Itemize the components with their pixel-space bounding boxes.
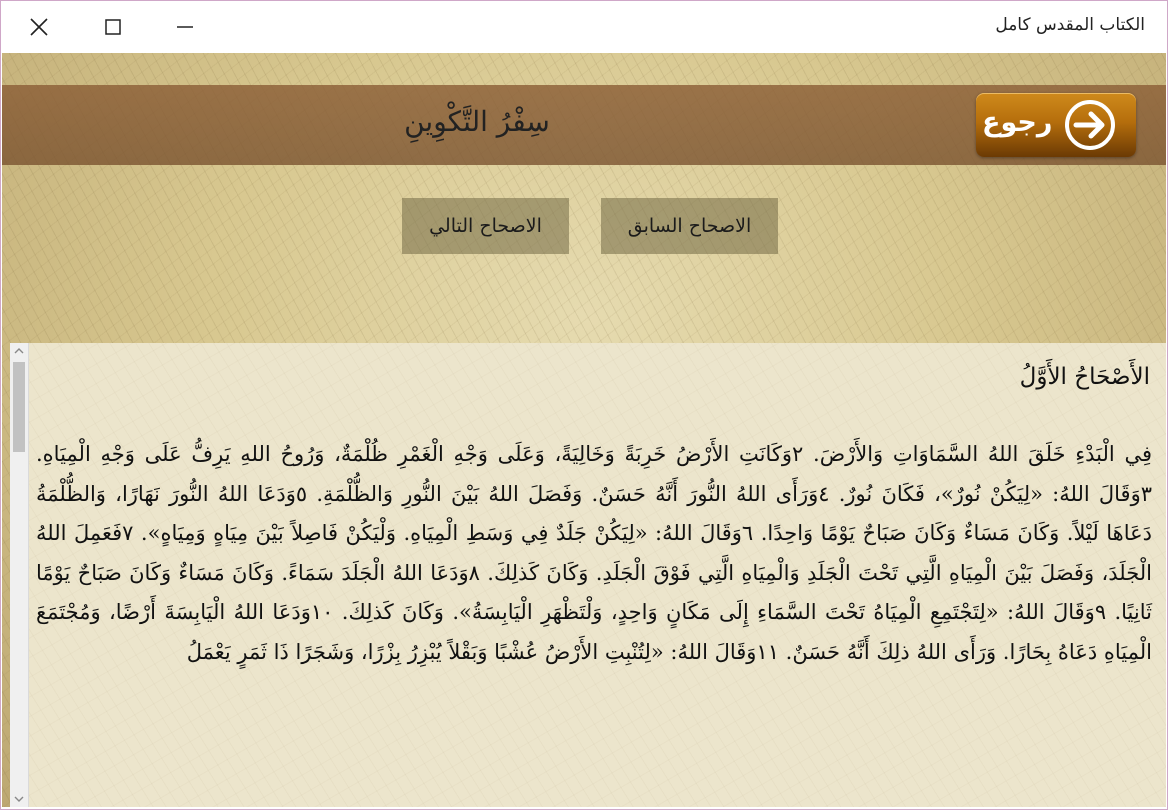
back-button[interactable] — [976, 93, 1136, 157]
title-bar — [1, 1, 1167, 53]
next-chapter-button[interactable]: الاصحاح التالي — [402, 198, 569, 254]
maximize-window-button[interactable] — [77, 1, 149, 53]
chapter-heading: الأَصْحَاحُ الأَوَّلُ — [1019, 364, 1150, 390]
minimize-window-button[interactable] — [149, 1, 221, 53]
scroll-up-button[interactable] — [10, 343, 28, 359]
close-icon — [29, 17, 49, 37]
previous-chapter-button[interactable]: الاصحاح السابق — [601, 198, 778, 254]
book-title: سِفْرُ التَّكْوِينِ — [404, 105, 550, 138]
maximize-icon — [104, 18, 122, 36]
scroll-down-button[interactable] — [10, 791, 28, 807]
chapter-text-panel — [10, 343, 1166, 807]
chevron-up-icon — [14, 347, 24, 355]
scroll-thumb[interactable] — [13, 362, 25, 452]
vertical-scrollbar[interactable] — [10, 343, 29, 807]
chevron-down-icon — [14, 795, 24, 803]
window-title: الكتاب المقدس كامل — [995, 15, 1145, 35]
chapter-content — [36, 343, 1158, 807]
minimize-icon — [176, 18, 194, 36]
app-content — [2, 53, 1166, 807]
back-button-label: رجوع — [982, 107, 1053, 138]
close-window-button[interactable] — [3, 1, 75, 53]
chapter-verses: فِي الْبَدْءِ خَلَقَ اللهُ السَّمَاوَاتِ وَالأَرْضَ. ٢وَكَانَتِ الأَرْضُ خَرِبَةً وَخَالِيَةً، وَعَلَى وَجْهِ الْغَمْرِ ظُلْمَةٌ، وَرُوحُ اللهِ يَرِفُّ عَلَى وَجْهِ الْمِيَاهِ. ٣وَقَالَ اللهُ: «لِيَكُنْ نُورٌ»، فَكَانَ نُورٌ. ٤وَرَأَى اللهُ النُّورَ أَنَّهُ حَسَنٌ. وَفَصَلَ اللهُ بَيْنَ النُّورِ وَالظُّلْمَةِ. ٥وَدَعَا اللهُ النُّورَ نَهَارًا، وَالظُّلْمَةُ دَعَاهَا لَيْلاً. وَكَانَ مَسَاءٌ وَكَانَ صَبَاحٌ يَوْمًا وَاحِدًا. ٦وَقَالَ اللهُ: «لِيَكُنْ جَلَدٌ فِي وَسَطِ الْمِيَاهِ. وَلْيَكُنْ فَاصِلاً بَيْنَ مِيَاهٍ وَمِيَاهٍ». ٧فَعَمِلَ اللهُ الْجَلَدَ، وَفَصَلَ بَيْنَ الْمِيَاهِ الَّتِي تَحْتَ الْجَلَدِ وَالْمِيَاهِ الَّتِي فَوْقَ الْجَلَدِ. وَكَانَ كَذلِكَ. ٨وَدَعَا اللهُ الْجَلَدَ سَمَاءً. وَكَانَ مَسَاءٌ وَكَانَ صَبَاحٌ يَوْمًا ثَانِيًا. ٩وَقَالَ اللهُ: «لِتَجْتَمِعِ الْمِيَاهُ تَحْتَ السَّمَاءِ إِلَى مَكَانٍ وَاحِدٍ، وَلْتَظْهَرِ الْيَابِسَةُ». وَكَانَ كَذلِكَ. ١٠وَدَعَا اللهُ الْيَابِسَةَ أَرْضًا، وَمُجْتَمَعَ الْمِيَاهِ دَعَاهُ بِحَارًا. وَرَأَى اللهُ ذلِكَ أَنَّهُ حَسَنٌ. ١١وَقَالَ اللهُ: «لِتُنْبِتِ الأَرْضُ عُشْبًا وَبَقْلاً يُبْزِرُ بِزْرًا، وَشَجَرًا ذَا ثَمَرٍ يَعْمَلُ — [36, 442, 1152, 664]
arrow-right-circle-icon — [1064, 99, 1116, 151]
